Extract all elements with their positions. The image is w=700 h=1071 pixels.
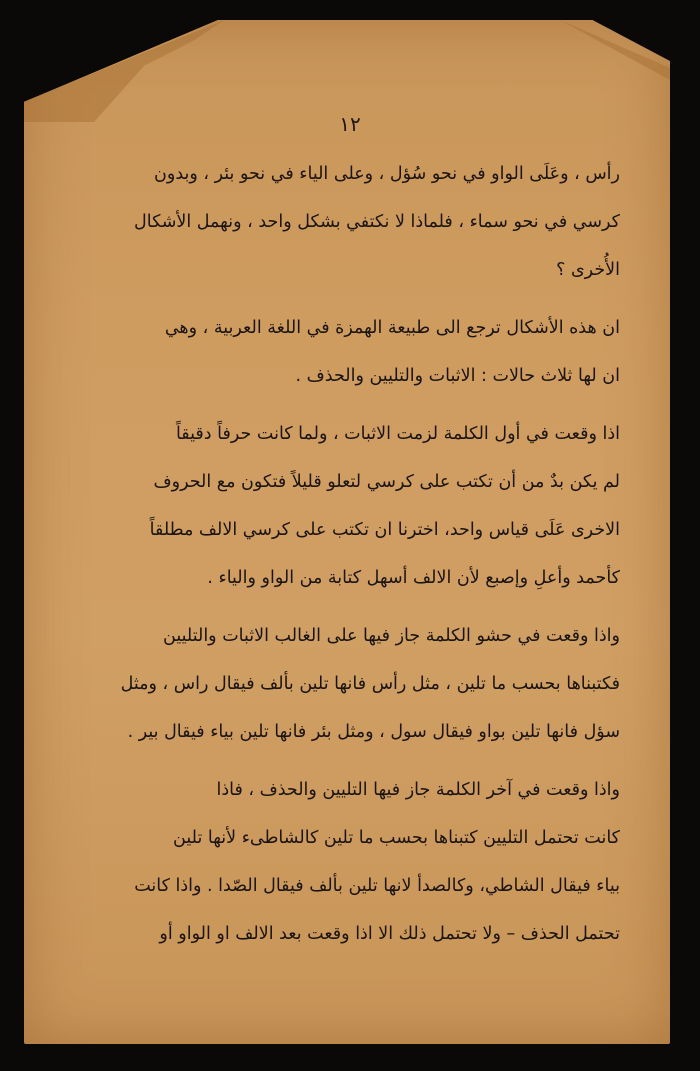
paragraph [80, 410, 620, 602]
body-text [80, 150, 620, 968]
paragraph [80, 612, 620, 756]
paragraph [80, 766, 620, 958]
text-line: فكتبناها بحسب ما تلين ، مثل رأس فانها تلين بألف فيقال راس ، ومثل [120, 674, 620, 694]
paragraph [80, 304, 620, 400]
text-line: كرسي في نحو سماء ، فلماذا لا نكتفي بشكل واحد ، ونهمل الأشكال [134, 212, 620, 232]
text-line: الاخرى عَلَى قياس واحد، اخترنا ان تكتب على كرسي الالف مطلقاً [149, 520, 620, 540]
text-line: كأحمد وأعلِ وإصبع لأن الالف أسهل كتابة من الواو والياء . [207, 568, 620, 588]
paragraph [80, 150, 620, 294]
page-number: ١٢ [339, 112, 361, 136]
text-line: الأُخرى ؟ [556, 260, 620, 280]
text-line: تحتمل الحذف – ولا تحتمل ذلك الا اذا وقعت بعد الالف او الواو أو [159, 924, 620, 944]
text-line: واذا وقعت في حشو الكلمة جاز فيها على الغالب الاثبات والتليين [163, 626, 620, 646]
text-line: ان هذه الأشكال ترجع الى طبيعة الهمزة في اللغة العربية ، وهي [164, 318, 620, 338]
text-line: بياء فيقال الشاطي، وكالصدأ لانها تلين بألف فيقال الصّدا . واذا كانت [134, 876, 620, 896]
text-line: رأس ، وعَلَى الواو في نحو سُؤل ، وعلى الياء في نحو بئر ، وبدون [154, 164, 620, 184]
text-line: اذا وقعت في أول الكلمة لزمت الاثبات ، ولما كانت حرفاً دقيقاً [175, 424, 620, 444]
text-line: سؤل فانها تلين بواو فيقال سول ، ومثل بئر فانها تلين بياء فيقال بير . [127, 722, 620, 742]
text-line: كانت تحتمل التليين كتبناها بحسب ما تلين كالشاطىء لأنها تلين [173, 828, 620, 848]
text-line: واذا وقعت في آخر الكلمة جاز فيها التليين والحذف ، فاذا [216, 780, 620, 800]
text-line: ان لها ثلاث حالات : الاثبات والتليين والحذف . [295, 366, 620, 386]
text-line: لم يكن بدٌ من أن تكتب على كرسي لتعلو قليلاً فتكون مع الحروف [153, 472, 620, 492]
